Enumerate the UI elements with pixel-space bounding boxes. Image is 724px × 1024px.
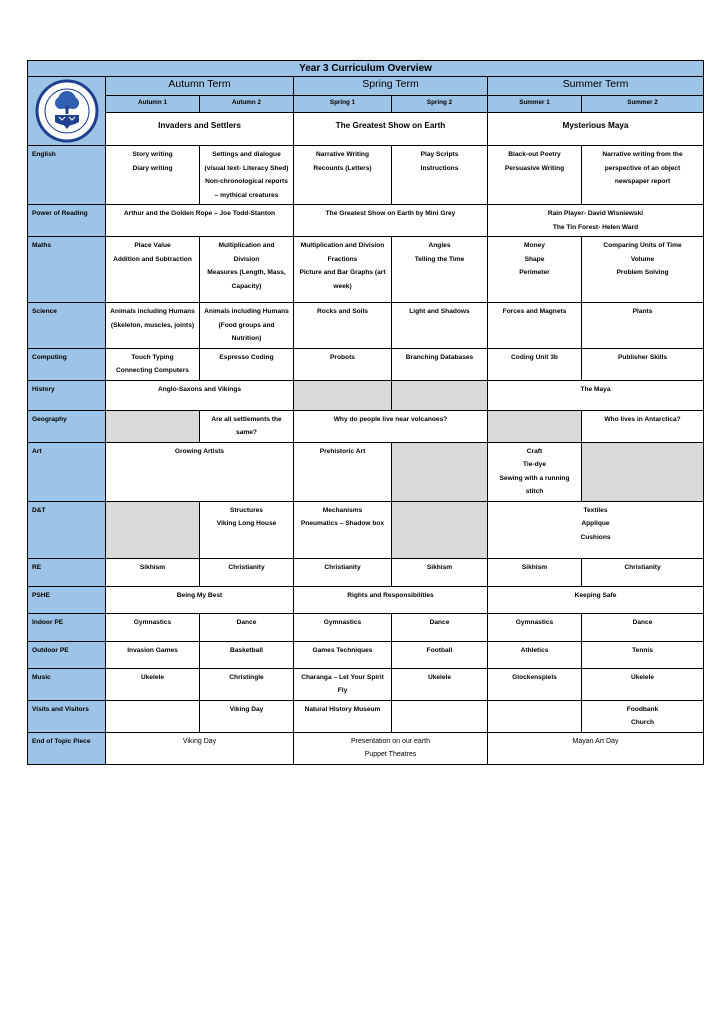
subject-label: Power of Reading xyxy=(28,205,106,237)
cell-outdoor-pe-a1: Invasion Games xyxy=(106,641,200,668)
cell-dt-a1-empty xyxy=(106,501,200,558)
cell-re-s1: Christianity xyxy=(294,558,392,586)
cell-science-a2: Animals including Humans (Food groups and Nutrition) xyxy=(200,303,294,349)
half-autumn-1: Autumn 1 xyxy=(106,95,200,113)
subject-label: English xyxy=(28,146,106,205)
cell-geography-a1-empty xyxy=(106,410,200,442)
cell-music-u1: Glockenspiels xyxy=(488,668,582,700)
cell-dt-summer: Textiles Applique Cushions xyxy=(488,501,704,558)
cell-maths-u2: Comparing Units of Time Volume Problem Solving xyxy=(582,237,704,303)
cell-art-autumn: Growing Artists xyxy=(106,442,294,501)
cell-computing-u1: Coding Unit 3b xyxy=(488,348,582,380)
cell-science-a1: Animals including Humans (Skeleton, muscles, joints) xyxy=(106,303,200,349)
cell-computing-a1: Touch Typing Connecting Computers xyxy=(106,348,200,380)
cell-visits-u2: Foodbank Church xyxy=(582,700,704,732)
cell-visits-u1-empty xyxy=(488,700,582,732)
subject-label: Art xyxy=(28,442,106,501)
cell-re-a1: Sikhism xyxy=(106,558,200,586)
cell-visits-s2-empty xyxy=(392,700,488,732)
cell-reading-autumn: Arthur and the Golden Rope – Joe Todd-Stanton xyxy=(106,205,294,237)
cell-english-a1: Story writing Diary writing xyxy=(106,146,200,205)
cell-visits-a1-empty xyxy=(106,700,200,732)
cell-computing-s2: Branching Databases xyxy=(392,348,488,380)
cell-topic-piece-autumn: Viking Day xyxy=(106,732,294,764)
row-power-of-reading xyxy=(28,205,704,237)
cell-music-u2: Ukelele xyxy=(582,668,704,700)
row-indoor-pe xyxy=(28,613,704,641)
term-autumn: Autumn Term xyxy=(106,77,294,96)
curriculum-table xyxy=(27,60,704,765)
row-english xyxy=(28,146,704,205)
cell-science-u2: Plants xyxy=(582,303,704,349)
cell-history-autumn: Anglo-Saxons and Vikings xyxy=(106,380,294,410)
topic-summer: Mysterious Maya xyxy=(488,113,704,146)
cell-re-u2: Christianity xyxy=(582,558,704,586)
half-autumn-2: Autumn 2 xyxy=(200,95,294,113)
cell-art-s1: Prehistoric Art xyxy=(294,442,392,501)
cell-maths-s2: Angles Telling the Time xyxy=(392,237,488,303)
school-crest-icon xyxy=(35,79,99,143)
subject-label: PSHE xyxy=(28,586,106,613)
row-geography xyxy=(28,410,704,442)
cell-maths-a1: Place Value Addition and Subtraction xyxy=(106,237,200,303)
row-computing xyxy=(28,348,704,380)
subject-label: Computing xyxy=(28,348,106,380)
row-visits xyxy=(28,700,704,732)
cell-maths-u1: Money Shape Perimeter xyxy=(488,237,582,303)
cell-art-u2-empty xyxy=(582,442,704,501)
cell-music-a1: Ukelele xyxy=(106,668,200,700)
page-title: Year 3 Curriculum Overview xyxy=(28,61,704,77)
term-summer: Summer Term xyxy=(488,77,704,96)
cell-reading-spring: The Greatest Show on Earth by Mini Grey xyxy=(294,205,488,237)
cell-english-u1: Black-out Poetry Persuasive Writing xyxy=(488,146,582,205)
cell-outdoor-pe-u2: Tennis xyxy=(582,641,704,668)
cell-outdoor-pe-u1: Athletics xyxy=(488,641,582,668)
cell-dt-a2: Structures Viking Long House xyxy=(200,501,294,558)
half-summer-2: Summer 2 xyxy=(582,95,704,113)
cell-pshe-autumn: Being My Best xyxy=(106,586,294,613)
cell-pshe-summer: Keeping Safe xyxy=(488,586,704,613)
row-art xyxy=(28,442,704,501)
subject-label: History xyxy=(28,380,106,410)
cell-music-s2: Ukelele xyxy=(392,668,488,700)
cell-history-s2-empty xyxy=(392,380,488,410)
cell-pshe-spring: Rights and Responsibilities xyxy=(294,586,488,613)
cell-english-a2: Settings and dialogue (visual text- Literacy Shed) Non-chronological reports – mythical creatures xyxy=(200,146,294,205)
cell-computing-s1: Probots xyxy=(294,348,392,380)
cell-science-s1: Rocks and Soils xyxy=(294,303,392,349)
cell-reading-summer: Rain Player- David Wisniewski The Tin Forest- Helen Ward xyxy=(488,205,704,237)
cell-outdoor-pe-s2: Football xyxy=(392,641,488,668)
cell-maths-s1: Multiplication and Division Fractions Picture and Bar Graphs (art week) xyxy=(294,237,392,303)
cell-indoor-pe-a1: Gymnastics xyxy=(106,613,200,641)
term-spring: Spring Term xyxy=(294,77,488,96)
row-end-of-topic xyxy=(28,732,704,764)
logo-cell xyxy=(28,77,106,146)
subject-label: Outdoor PE xyxy=(28,641,106,668)
cell-topic-piece-summer: Mayan Art Day xyxy=(488,732,704,764)
cell-history-summer: The Maya xyxy=(488,380,704,410)
row-pshe xyxy=(28,586,704,613)
cell-english-s1: Narrative Writing Recounts (Letters) xyxy=(294,146,392,205)
subject-label: Indoor PE xyxy=(28,613,106,641)
cell-re-s2: Sikhism xyxy=(392,558,488,586)
cell-indoor-pe-s1: Gymnastics xyxy=(294,613,392,641)
subject-label: Geography xyxy=(28,410,106,442)
cell-science-u1: Forces and Magnets xyxy=(488,303,582,349)
cell-dt-s2-empty xyxy=(392,501,488,558)
cell-indoor-pe-s2: Dance xyxy=(392,613,488,641)
row-science xyxy=(28,303,704,349)
subject-label: Maths xyxy=(28,237,106,303)
topic-autumn: Invaders and Settlers xyxy=(106,113,294,146)
row-music xyxy=(28,668,704,700)
subject-label: Visits and Visitors xyxy=(28,700,106,732)
row-maths xyxy=(28,237,704,303)
cell-geography-u2: Who lives in Antarctica? xyxy=(582,410,704,442)
cell-english-u2: Narrative writing from the perspective of an object newspaper report xyxy=(582,146,704,205)
cell-english-s2: Play Scripts Instructions xyxy=(392,146,488,205)
subject-label: Science xyxy=(28,303,106,349)
cell-music-s1: Charanga – Let Your Spirit Fly xyxy=(294,668,392,700)
cell-dt-s1: Mechanisms Pneumatics – Shadow box xyxy=(294,501,392,558)
cell-art-s2-empty xyxy=(392,442,488,501)
cell-indoor-pe-u1: Gymnastics xyxy=(488,613,582,641)
cell-topic-piece-spring: Presentation on our earth Puppet Theatres xyxy=(294,732,488,764)
cell-science-s2: Light and Shadows xyxy=(392,303,488,349)
cell-outdoor-pe-a2: Basketball xyxy=(200,641,294,668)
cell-re-a2: Christianity xyxy=(200,558,294,586)
subject-label: End of Topic Piece xyxy=(28,732,106,764)
cell-geography-a2: Are all settlements the same? xyxy=(200,410,294,442)
half-summer-1: Summer 1 xyxy=(488,95,582,113)
row-outdoor-pe xyxy=(28,641,704,668)
cell-outdoor-pe-s1: Games Techniques xyxy=(294,641,392,668)
row-re xyxy=(28,558,704,586)
cell-visits-a2: Viking Day xyxy=(200,700,294,732)
cell-computing-u2: Publisher Skills xyxy=(582,348,704,380)
subject-label: RE xyxy=(28,558,106,586)
subject-label: D&T xyxy=(28,501,106,558)
cell-art-u1: Craft Tie-dye Sewing with a running stitch xyxy=(488,442,582,501)
cell-re-u1: Sikhism xyxy=(488,558,582,586)
row-history xyxy=(28,380,704,410)
cell-indoor-pe-u2: Dance xyxy=(582,613,704,641)
cell-maths-a2: Multiplication and Division Measures (Length, Mass, Capacity) xyxy=(200,237,294,303)
cell-history-s1-empty xyxy=(294,380,392,410)
half-spring-1: Spring 1 xyxy=(294,95,392,113)
cell-music-a2: Christingle xyxy=(200,668,294,700)
cell-geography-u1-empty xyxy=(488,410,582,442)
half-spring-2: Spring 2 xyxy=(392,95,488,113)
cell-indoor-pe-a2: Dance xyxy=(200,613,294,641)
cell-visits-s1: Natural History Museum xyxy=(294,700,392,732)
row-dt xyxy=(28,501,704,558)
cell-computing-a2: Espresso Coding xyxy=(200,348,294,380)
cell-geography-spring: Why do people live near volcanoes? xyxy=(294,410,488,442)
subject-label: Music xyxy=(28,668,106,700)
topic-spring: The Greatest Show on Earth xyxy=(294,113,488,146)
